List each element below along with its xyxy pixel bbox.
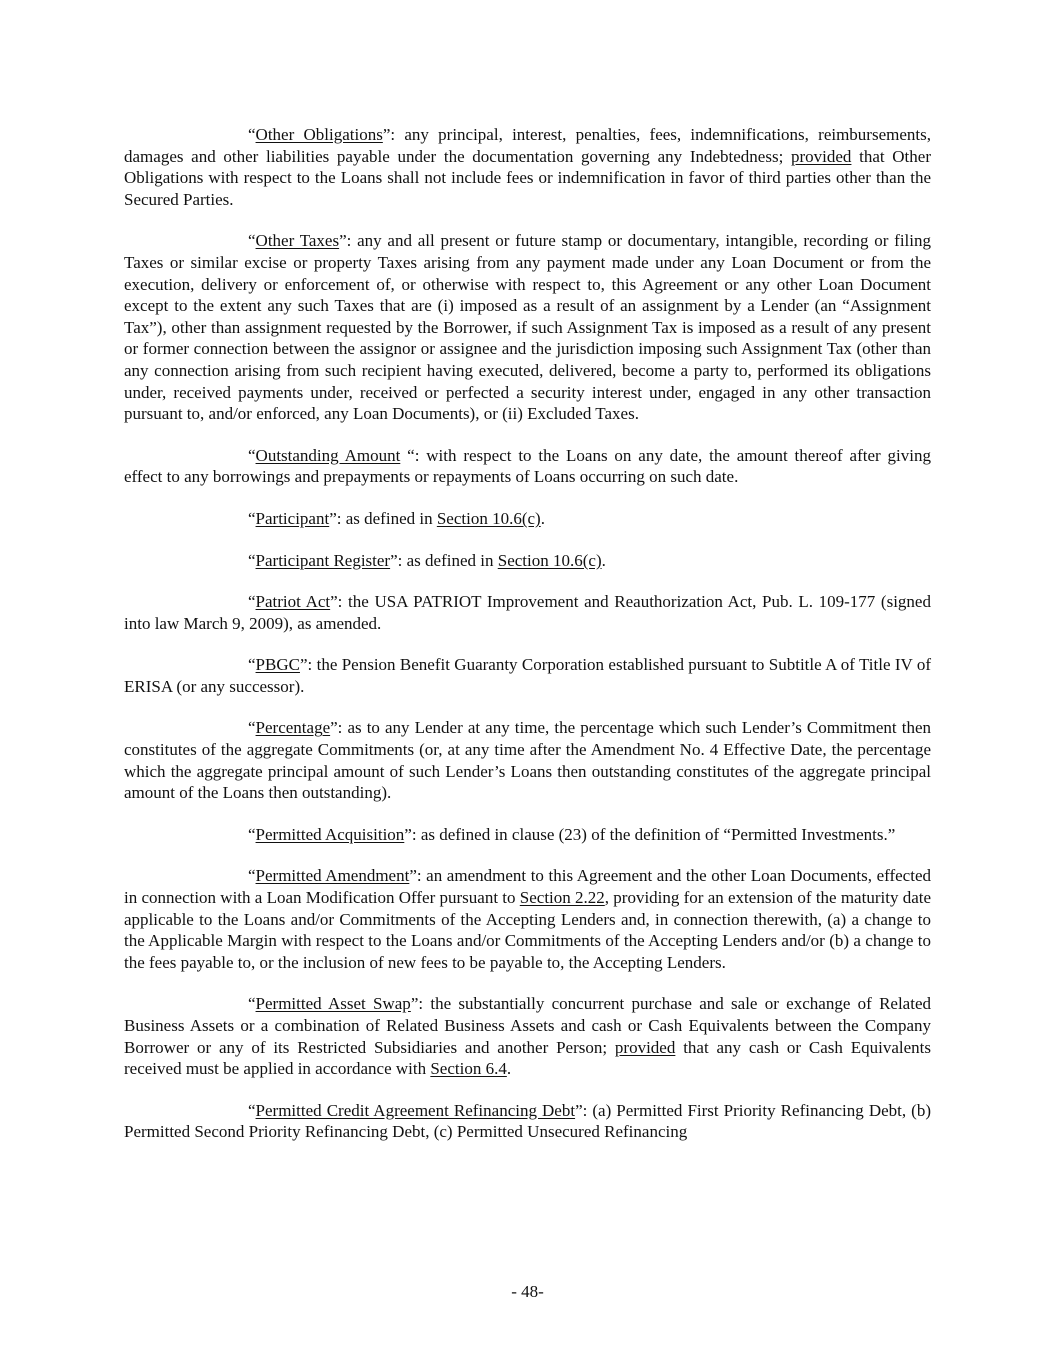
definition-text: “ [248, 445, 256, 465]
cross-reference: provided [614, 1037, 676, 1057]
defined-term: Other Obligations [255, 125, 383, 144]
definition-text: “ [248, 866, 256, 886]
definition-text: , providing for an extension of the maturity date applicable to the Loans and/or Commitments of the Accepting Lenders and, in connection therewith, (a) a change to the Applicable Margin with respect to the Loans and/or Commitments of the Accepting Lenders and/or (b) a change to the fees payable to, or the inclusion of new fees to be payable to, the Accepting Lenders. [124, 888, 932, 972]
cross-reference: Section 6.4 [430, 1059, 507, 1079]
definition-paragraph [124, 1100, 931, 1143]
definition-text: ”: as defined in [390, 550, 498, 570]
defined-term: Permitted Amendment [255, 866, 410, 886]
defined-term: PBGC [255, 655, 300, 675]
definition-text: ”: as defined in [329, 508, 437, 528]
cross-reference: Section 2.22 [519, 888, 605, 908]
definition-paragraph [124, 230, 931, 424]
definition-text: “: with respect to the Loans on any date, the amount thereof after giving effect to any borrowings and prepayments or repayments of Loans occurring on such date. [124, 445, 931, 487]
definition-text: “ [248, 592, 256, 612]
definition-text: “ [248, 231, 256, 251]
definition-text: “ [248, 550, 256, 570]
defined-term: Permitted Acquisition [255, 824, 405, 844]
defined-term: Outstanding Amount [255, 445, 401, 465]
definition-text: that Other Obligations with respect to the Loans shall not include fees or indemnification in favor of third parties other than the Secured Parties. [124, 146, 931, 209]
definition-text: ”: as to any Lender at any time, the percentage which such Lender’s Commitment then constitutes of the aggregate Commitments (or, at any time after the Amendment No. 4 Effective Date, the percentage which the aggregate principal amount of such Lender’s Loans then outstanding constitutes of the aggregate principal amount of the Loans then outstanding). [124, 718, 931, 803]
defined-term: Permitted Asset Swap [255, 994, 411, 1014]
definition-paragraph [124, 124, 931, 210]
definition-text: “ [248, 1100, 256, 1120]
definition-paragraph [124, 591, 931, 634]
definition-text: ”: the substantially concurrent purchase and sale or exchange of Related Business Assets or a combination of Related Business Assets and cash or Cash Equivalents between the Company Borrower or any of its Restricted Subsidiaries and another Person; [124, 994, 931, 1057]
definition-paragraph [124, 550, 931, 572]
definition-paragraph [124, 824, 931, 846]
definition-text: “ [248, 994, 256, 1014]
definition-text: ”: any principal, interest, penalties, fees, indemnifications, reimbursements, damages and other liabilities payable under the documentation governing any Indebtedness; [124, 125, 931, 166]
definition-text: . [506, 1059, 512, 1079]
definition-text: ”: an amendment to this Agreement and the other Loan Documents, effected in connection with a Loan Modification Offer pursuant to [124, 866, 931, 908]
document-body [124, 124, 931, 1163]
defined-term: Participant [255, 508, 330, 528]
definition-paragraph [124, 654, 931, 697]
definition-paragraph [124, 865, 931, 973]
definition-text: “ [248, 508, 256, 528]
defined-term: Participant Register [255, 550, 391, 570]
definition-paragraph [124, 508, 931, 530]
page-number: - 48- [511, 1282, 544, 1301]
definition-text: “ [248, 718, 256, 738]
definition-paragraph [124, 993, 931, 1079]
definition-text: “ [248, 824, 256, 844]
definition-text: ”: as defined in clause (23) of the definition of “Permitted Investments.” [404, 824, 896, 844]
definition-text: . [540, 508, 545, 528]
definition-text: ”: any and all present or future stamp or documentary, intangible, recording or filing Taxes or similar excise or property Taxes arising from any payment made under any Loan Document or from the execution, delivery or enforcement of, or otherwise with respect to, this Agreement or any other Loan Document except to the extent any such Taxes that are (i) imposed as a result of an assignment by a Lender (an “Assignment Tax”), other than assignment requested by the Borrower, if such Assignment Tax is imposed as a result of any present or former connection between the assignor or assignee and the jurisdiction imposing such Assignment Tax (other than any connection arising from such recipient having executed, delivered, become a party to, performed its obligations under, received payments under, received or perfected a security interest under, engaged in any other transaction pursuant to, and/or enforced, any Loan Documents), or (ii) Excluded Taxes. [124, 231, 932, 424]
defined-term: Percentage [255, 718, 331, 738]
definition-text: “ [248, 655, 256, 675]
cross-reference: Section 10.6(c) [497, 550, 602, 570]
definition-text: ”: the Pension Benefit Guaranty Corporation established pursuant to Subtitle A of Title IV of ERISA (or any successor). [124, 655, 931, 696]
defined-term: Patriot Act [255, 592, 331, 612]
definition-paragraph [124, 717, 931, 803]
definition-text: . [601, 550, 606, 570]
cross-reference: Section 10.6(c) [436, 508, 541, 528]
definition-paragraph [124, 445, 931, 488]
definition-text: that any cash or Cash Equivalents received must be applied in accordance with [124, 1037, 931, 1079]
cross-reference: provided [791, 146, 852, 166]
definition-text: ”: the USA PATRIOT Improvement and Reauthorization Act, Pub. L. 109-177 (signed into law March 9, 2009), as amended. [124, 592, 931, 633]
definition-text: ”: (a) Permitted First Priority Refinancing Debt, (b) Permitted Second Priority Refinancing Debt, (c) Permitted Unsecured Refinancing [124, 1100, 931, 1142]
defined-term: Permitted Credit Agreement Refinancing Debt [255, 1100, 576, 1120]
definition-text: “ [248, 125, 256, 144]
defined-term: Other Taxes [255, 231, 340, 251]
